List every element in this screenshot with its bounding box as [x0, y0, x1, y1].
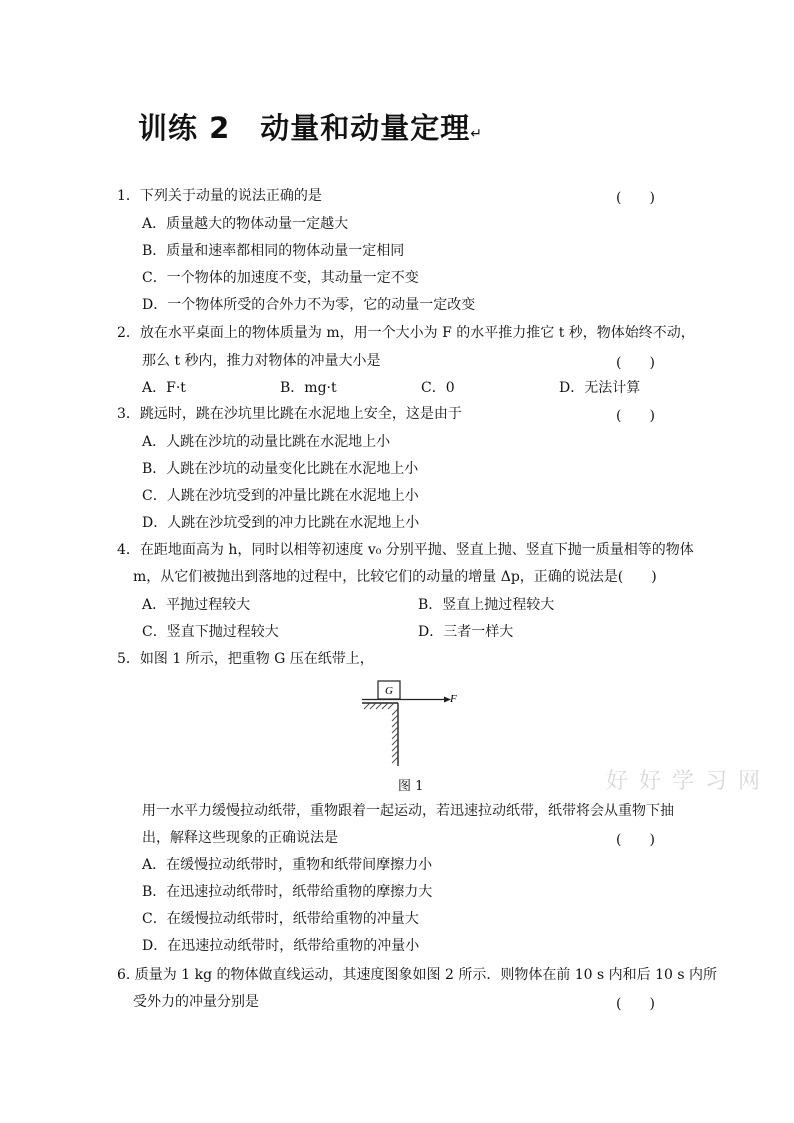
title-prefix: 训练 2: [138, 111, 231, 145]
question-6-stem-line2: 受外力的冲量分别是: [133, 994, 259, 1010]
table-hatching: [364, 703, 398, 763]
question-5-option-c: C．在缓慢拉动纸带时，纸带给重物的冲量大: [142, 911, 419, 927]
question-1-option-d: D．一个物体所受的合外力不为零，它的动量一定改变: [142, 297, 476, 313]
question-5-cont-line1: 用一水平力缓慢拉动纸带，重物跟着一起运动，若迅速拉动纸带，纸带将会从重物下抽: [142, 803, 674, 819]
paragraph-mark-icon: ↵: [470, 126, 484, 142]
question-3-option-c: C．人跳在沙坑受到的冲量比跳在水泥地上小: [142, 488, 419, 504]
question-2-option-c: C．0: [421, 380, 455, 396]
question-5-option-d: D．在迅速拉动纸带时，纸带给重物的冲量小: [142, 938, 420, 954]
figure-1-caption: 图 1: [398, 779, 424, 794]
question-3-option-d: D．人跳在沙坑受到的冲力比跳在水泥地上小: [142, 515, 420, 531]
question-3-stem: 3．跳远时，跳在沙坑里比跳在水泥地上安全，这是由于: [117, 406, 462, 422]
question-4-stem-line2: m，从它们被抛出到落地的过程中，比较它们的动量的增量 Δp，正确的说法是( ): [133, 569, 657, 585]
question-4-option-c: C．竖直下抛过程较大: [142, 624, 279, 640]
question-2-stem-line1: 2．放在水平桌面上的物体质量为 m，用一个大小为 F 的水平推力推它 t 秒，物体始终不动，: [117, 325, 695, 341]
question-4-option-b: B．竖直上抛过程较大: [418, 597, 555, 613]
page-title: [138, 106, 483, 147]
watermark: 好 好 学 习 网: [606, 769, 762, 794]
question-2-stem-line2: 那么 t 秒内，推力对物体的冲量大小是: [142, 353, 381, 369]
question-6-stem-line1: 6. 质量为 1 kg 的物体做直线运动，其速度图象如图 2 所示．则物体在前 10 s 内和后 10 s 内所: [117, 967, 718, 983]
question-3-option-b: B．人跳在沙坑的动量变化比跳在水泥地上小: [142, 461, 419, 477]
question-5-option-a: A．在缓慢拉动纸带时，重物和纸带间摩擦力小: [142, 857, 433, 873]
question-1-option-b: B．质量和速率都相同的物体动量一定相同: [142, 243, 405, 259]
question-4-option-d: D．三者一样大: [418, 624, 514, 640]
question-5-answer-paren: ( ): [616, 832, 655, 848]
question-5-option-b: B．在迅速拉动纸带时，纸带给重物的摩擦力大: [142, 884, 433, 900]
question-3-option-a: A．人跳在沙坑的动量比跳在水泥地上小: [142, 434, 391, 450]
question-6-answer-paren: ( ): [616, 996, 655, 1012]
question-4-stem-line1: 4．在距地面高为 h，同时以相等初速度 v₀ 分别平抛、竖直上抛、竖直下抛一质量相等的物体: [117, 542, 694, 558]
question-1-answer-paren: ( ): [616, 190, 655, 206]
question-1-option-a: A．质量越大的物体动量一定越大: [142, 216, 349, 232]
force-label: F: [450, 693, 457, 705]
question-4-option-a: A．平抛过程较大: [142, 597, 251, 613]
question-2-answer-paren: ( ): [616, 355, 655, 371]
question-1-stem: 1．下列关于动量的说法正确的是: [117, 188, 322, 204]
question-5-stem: 5．如图 1 所示，把重物 G 压在纸带上，: [117, 651, 374, 667]
question-2-option-b: B．mg·t: [280, 380, 337, 396]
question-2-option-d: D．无法计算: [559, 380, 641, 396]
block-label: G: [385, 685, 393, 697]
question-2-option-a: A．F·t: [142, 380, 186, 396]
figure-1-diagram: [358, 678, 468, 770]
question-5-cont-line2: 出，解释这些现象的正确说法是: [142, 830, 338, 846]
question-3-answer-paren: ( ): [616, 408, 655, 424]
title-main: 动量和动量定理: [260, 111, 471, 145]
question-1-option-c: C．一个物体的加速度不变，其动量一定不变: [142, 270, 419, 286]
